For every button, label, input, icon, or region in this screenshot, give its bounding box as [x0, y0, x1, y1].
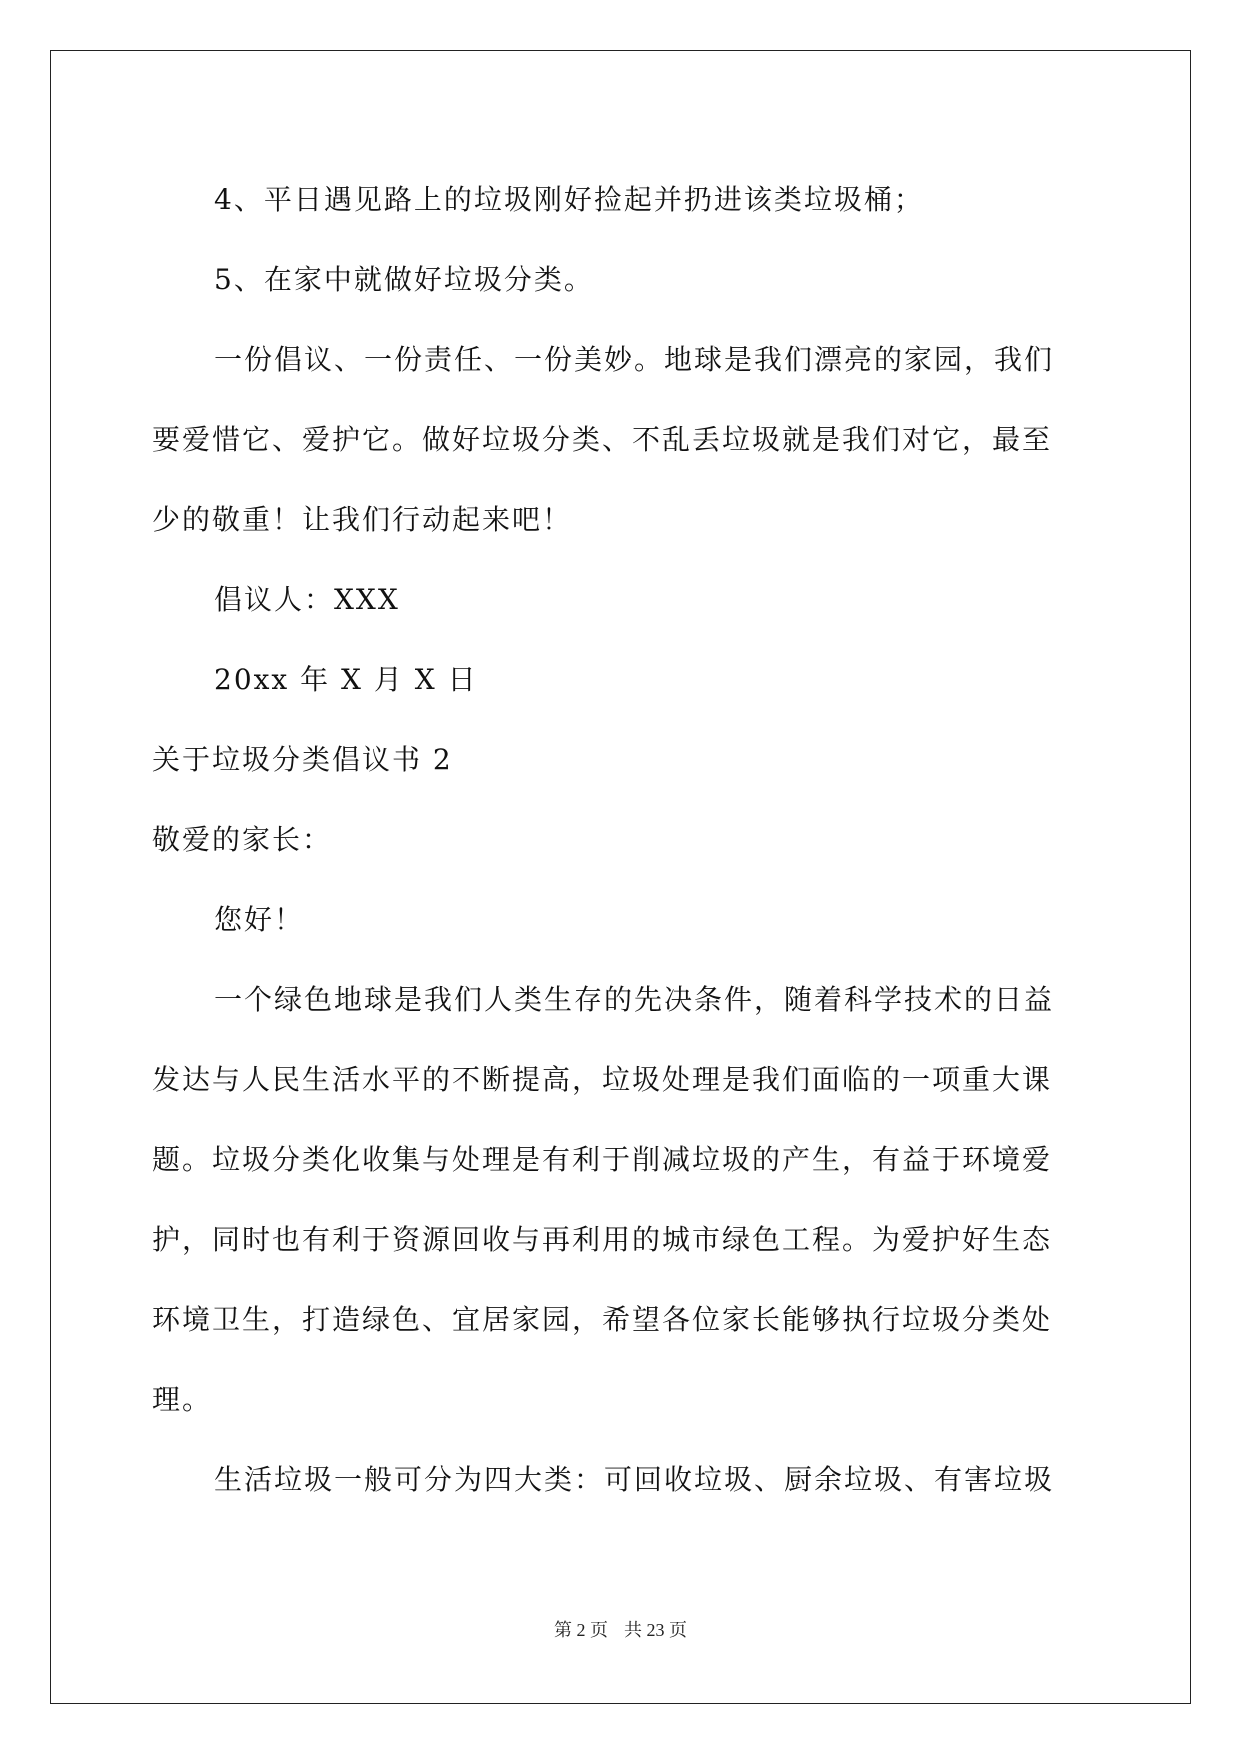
paragraph-line: 发达与人民生活水平的不断提高，垃圾处理是我们面临的一项重大课 — [152, 1063, 1053, 1096]
paragraph-line: 题。垃圾分类化收集与处理是有利于削减垃圾的产生，有益于环境爱 — [152, 1143, 1053, 1176]
page-footer — [0, 1616, 1241, 1642]
section-title: 关于垃圾分类倡议书 2 — [152, 743, 453, 776]
paragraph-line: 护，同时也有利于资源回收与再利用的城市绿色工程。为爱护好生态 — [152, 1223, 1053, 1256]
paragraph-line: 少的敬重！让我们行动起来吧！ — [152, 503, 573, 536]
paragraph-line: 要爱惜它、爱护它。做好垃圾分类、不乱丢垃圾就是我们对它，最至 — [152, 423, 1053, 456]
list-item-4: 4、平日遇见路上的垃圾刚好捡起并扔进该类垃圾桶； — [214, 183, 924, 216]
document-body — [152, 160, 1092, 1520]
proposer-signature: 倡议人：XXX — [214, 583, 400, 616]
page-total: 共 23 页 — [624, 1620, 687, 1640]
paragraph-line: 环境卫生，打造绿色、宜居家园，希望各位家长能够执行垃圾分类处 — [152, 1303, 1053, 1336]
greeting: 您好！ — [214, 903, 305, 936]
salutation: 敬爱的家长： — [152, 823, 333, 856]
paragraph-line: 一份倡议、一份责任、一份美妙。地球是我们漂亮的家园，我们 — [214, 343, 1055, 376]
paragraph-line: 理。 — [152, 1383, 213, 1416]
list-item-5: 5、在家中就做好垃圾分类。 — [214, 263, 594, 296]
page-number: 第 2 页 — [554, 1620, 608, 1640]
paragraph-line: 生活垃圾一般可分为四大类：可回收垃圾、厨余垃圾、有害垃圾 — [214, 1463, 1055, 1496]
paragraph-line: 一个绿色地球是我们人类生存的先决条件，随着科学技术的日益 — [214, 983, 1055, 1016]
date-line: 20xx 年 X 月 X 日 — [214, 663, 478, 696]
